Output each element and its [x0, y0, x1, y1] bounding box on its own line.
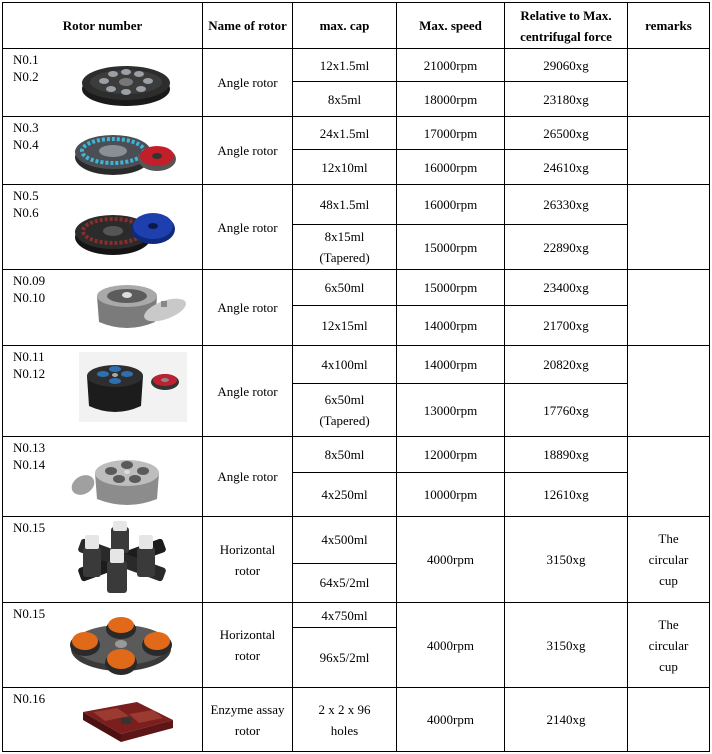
rcf-value: 18890xg [505, 437, 628, 473]
rcf-value: 12610xg [505, 473, 628, 517]
remarks-value [628, 517, 710, 603]
remarks-text: The circular cup [648, 616, 689, 674]
rotor-spec-table [2, 2, 710, 752]
rotor-id: N0.15 [13, 520, 46, 535]
blue-lid-angle-rotor-icon [71, 193, 181, 263]
max-speed-value: 4000rpm [397, 688, 505, 752]
rotor-name: Angle rotor [203, 270, 293, 346]
rotor-id: N0.14 [13, 457, 46, 472]
rotor-name: Angle rotor [203, 49, 293, 117]
rcf-value: 2140xg [505, 688, 628, 752]
rotor-cell [3, 517, 203, 603]
max-cap-value [293, 384, 397, 437]
remarks-value [628, 117, 710, 185]
horizontal-rotor-orange-cups-icon [63, 609, 179, 683]
remarks-value [628, 270, 710, 346]
enzyme-assay-rotor-icon [77, 694, 187, 750]
rotor-id: N0.12 [13, 366, 46, 381]
rotor-cell [3, 49, 203, 117]
max-cap-value [293, 688, 397, 752]
max-speed-value: 14000rpm [397, 306, 505, 346]
rcf-value: 29060xg [505, 49, 628, 82]
max-cap-line: 8x15ml [324, 229, 365, 245]
max-speed-value: 14000rpm [397, 346, 505, 384]
header-max-cap: max. cap [293, 3, 397, 49]
table-row [3, 49, 710, 82]
max-cap-value: 8x5ml [293, 82, 397, 117]
max-speed-value: 21000rpm [397, 49, 505, 82]
table-row [3, 437, 710, 473]
rotor-name: Angle rotor [203, 437, 293, 517]
rotor-id: N0.15 [13, 606, 46, 621]
max-speed-value: 4000rpm [397, 517, 505, 603]
rcf-value: 3150xg [505, 517, 628, 603]
remarks-value [628, 185, 710, 270]
max-cap-value: 12x15ml [293, 306, 397, 346]
rotor-cell [3, 603, 203, 688]
max-cap-value: 12x10ml [293, 150, 397, 185]
rcf-value: 24610xg [505, 150, 628, 185]
rotor-cell [3, 185, 203, 270]
remarks-value [628, 437, 710, 517]
max-speed-value: 18000rpm [397, 82, 505, 117]
max-cap-line: 6x50ml [324, 392, 365, 408]
rcf-value: 26330xg [505, 185, 628, 225]
max-speed-value: 16000rpm [397, 185, 505, 225]
metal-angle-rotor-icon [69, 443, 179, 513]
table-row [3, 517, 710, 564]
remarks-text: The circular cup [648, 531, 689, 588]
table-row [3, 117, 710, 150]
rotor-name: Angle rotor [203, 117, 293, 185]
rotor-id: N0.2 [13, 69, 39, 84]
rotor-id: N0.1 [13, 52, 39, 67]
max-speed-value: 15000rpm [397, 270, 505, 306]
max-cap-note: (Tapered) [319, 250, 370, 266]
max-cap-note: (Tapered) [319, 413, 370, 429]
remarks-value [628, 688, 710, 752]
max-cap-value: 12x1.5ml [293, 49, 397, 82]
remarks-value [628, 49, 710, 117]
max-speed-value: 13000rpm [397, 384, 505, 437]
max-speed-value: 17000rpm [397, 117, 505, 150]
silver-angle-rotor-icon [87, 274, 197, 340]
max-speed-value: 12000rpm [397, 437, 505, 473]
rotor-id: N0.09 [13, 273, 46, 288]
max-speed-value: 16000rpm [397, 150, 505, 185]
rotor-id: N0.16 [13, 691, 46, 706]
rotor-id: N0.5 [13, 188, 39, 203]
table-row [3, 270, 710, 306]
header-remarks: remarks [628, 3, 710, 49]
rotor-id: N0.13 [13, 440, 46, 455]
max-cap-value: 4x100ml [293, 346, 397, 384]
rotor-name: Horizontal rotor [203, 603, 293, 688]
horizontal-rotor-bottles-icon [67, 521, 177, 599]
remarks-value [628, 346, 710, 437]
max-cap-value [293, 225, 397, 270]
rotor-name: Enzyme assay rotor [203, 688, 293, 752]
rotor-id: N0.10 [13, 290, 46, 305]
rcf-value: 26500xg [505, 117, 628, 150]
rotor-name: Horizontal rotor [203, 517, 293, 603]
max-cap-value: 6x50ml [293, 270, 397, 306]
max-cap-text: 2 x 2 x 96 holes [318, 701, 371, 738]
max-cap-value: 96x5/2ml [293, 628, 397, 688]
black-angle-rotor-icon [71, 53, 181, 113]
max-cap-value: 8x50ml [293, 437, 397, 473]
rcf-value: 23400xg [505, 270, 628, 306]
rcf-value: 23180xg [505, 82, 628, 117]
max-speed-value: 4000rpm [397, 603, 505, 688]
rotor-id: N0.11 [13, 349, 45, 364]
max-speed-value: 15000rpm [397, 225, 505, 270]
rcf-value: 17760xg [505, 384, 628, 437]
header-rcf: Relative to Max. centrifugal force [505, 3, 628, 49]
rotor-cell [3, 688, 203, 752]
table-row [3, 185, 710, 225]
rcf-value: 20820xg [505, 346, 628, 384]
rotor-name: Angle rotor [203, 185, 293, 270]
remarks-value [628, 603, 710, 688]
rotor-id: N0.3 [13, 120, 39, 135]
table-row [3, 603, 710, 628]
max-cap-value: 4x250ml [293, 473, 397, 517]
header-max-speed: Max. speed [397, 3, 505, 49]
max-cap-value: 24x1.5ml [293, 117, 397, 150]
table-row [3, 688, 710, 752]
black-blue-angle-rotor-icon [79, 352, 189, 424]
rotor-cell [3, 270, 203, 346]
rotor-cell [3, 346, 203, 437]
rotor-id: N0.6 [13, 205, 39, 220]
header-rotor-number: Rotor number [3, 3, 203, 49]
max-cap-value: 64x5/2ml [293, 563, 397, 602]
max-speed-value: 10000rpm [397, 473, 505, 517]
rcf-value: 3150xg [505, 603, 628, 688]
rcf-value: 21700xg [505, 306, 628, 346]
rotor-cell [3, 437, 203, 517]
max-cap-value: 4x500ml [293, 517, 397, 564]
rotor-name: Angle rotor [203, 346, 293, 437]
red-lid-angle-rotor-icon [71, 121, 181, 181]
max-cap-value: 48x1.5ml [293, 185, 397, 225]
max-cap-value: 4x750ml [293, 603, 397, 628]
rotor-id: N0.4 [13, 137, 39, 152]
table-row [3, 346, 710, 384]
header-row [3, 3, 710, 49]
rotor-cell [3, 117, 203, 185]
rcf-value: 22890xg [505, 225, 628, 270]
header-name-of-rotor: Name of rotor [203, 3, 293, 49]
